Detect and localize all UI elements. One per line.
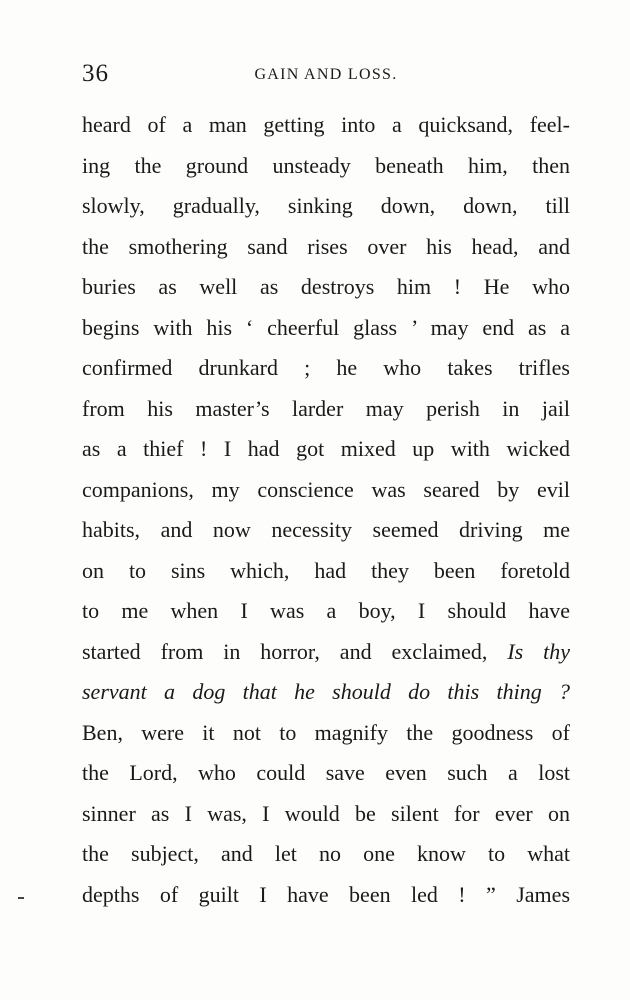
- text-line: heard of a man getting into a quicksand, feel-: [82, 112, 570, 137]
- text-line: habits, and now necessity seemed driving me: [82, 517, 570, 542]
- text-line: the subject, and let no one know to what: [82, 841, 570, 866]
- text-roman: started from in horror, and exclaimed,: [82, 638, 508, 664]
- text-line: begins with his ‘ cheerful glass ’ may end as a: [82, 314, 570, 340]
- text-line: companions, my conscience was seared by evil: [82, 476, 570, 502]
- text-line: as a thief ! I had got mixed up with wicked: [82, 436, 570, 461]
- text-line: confirmed drunkard ; he who takes trifles: [82, 355, 570, 380]
- text-italic: Is thy: [507, 638, 570, 664]
- text-line: slowly, gradually, sinking down, down, till: [82, 193, 570, 218]
- text-line: on to sins which, had they been foretold: [82, 557, 570, 583]
- text-line-mixed: [82, 632, 570, 673]
- text-line: to me when I was a boy, I should have: [82, 598, 570, 623]
- margin-mark: [18, 897, 24, 899]
- text-line: ing the ground unsteady beneath him, then: [82, 152, 570, 178]
- page-header: [82, 60, 570, 92]
- text-line: depths of guilt I have been led ! ” James: [82, 881, 570, 907]
- text-line: buries as well as destroys him ! He who: [82, 274, 570, 299]
- text-italic: servant a dog that he should do this thing ?: [82, 679, 570, 704]
- text-line: the smothering sand rises over his head, and: [82, 233, 570, 259]
- text-line-italic: [82, 672, 570, 713]
- text-line: sinner as I was, I would be silent for ever on: [82, 800, 570, 826]
- body-text: [82, 105, 570, 915]
- text-line: Ben, were it not to magnify the goodness of: [82, 719, 570, 745]
- text-line: the Lord, who could save even such a lost: [82, 760, 570, 785]
- running-head: GAIN AND LOSS.: [254, 66, 398, 83]
- text-line: from his master’s larder may perish in jail: [82, 395, 570, 421]
- page-number: 36: [82, 60, 109, 87]
